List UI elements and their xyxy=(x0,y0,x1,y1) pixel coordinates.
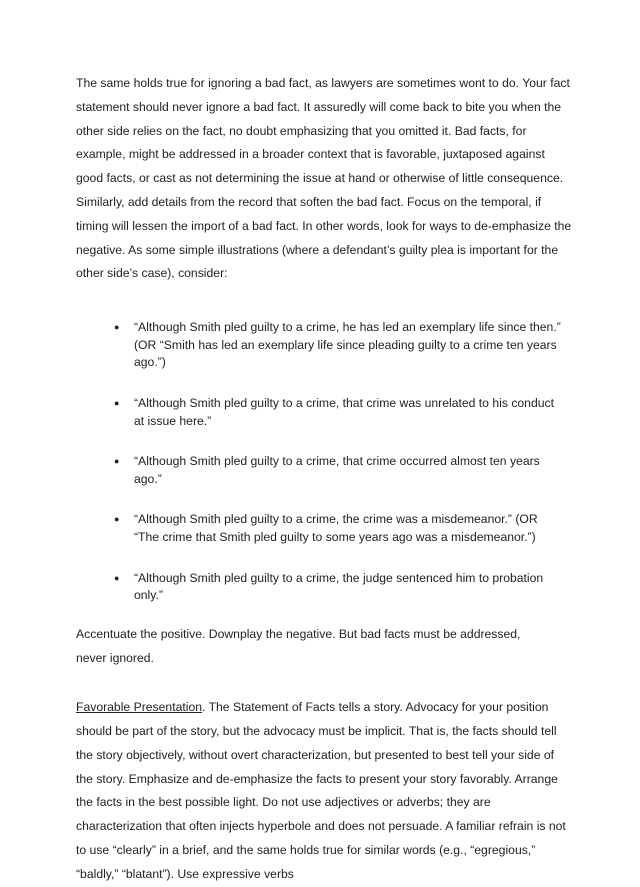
list-item-text: “Although Smith pled guilty to a crime, the crime was a misdemeanor.” (OR “The crime that Smith pled guilty to some years ago was a misdemeanor.”) xyxy=(134,512,538,544)
list-item-text: “Although Smith pled guilty to a crime, that crime was unrelated to his conduct at issue here.” xyxy=(134,395,554,428)
list-item-text: “Although Smith pled guilty to a crime, the judge sentenced him to probation only.” xyxy=(134,570,544,603)
list-item xyxy=(114,453,566,488)
section-heading: Favorable Presentation xyxy=(76,700,203,715)
section-body: . The Statement of Facts tells a story. Advocacy for your position should be part of the story, but the advocacy must be implicit. That is, the facts should tell the story objectively, without overt characterization, but presented to best tell your side of the story. Emphasize and de-emphasize the facts to present your story favorably. Arrange the facts in the best possible light. Do not use adjectives or adverbs; they are characterization that often injects hyperbole and does not persuade. A familiar refrain is not to use “clearly” in a brief, and the same holds true for similar words (e.g., “egregious,” “baldly,” “blatant”). Use expressive verbs xyxy=(76,700,566,881)
bullet-icon: ● xyxy=(114,456,120,467)
list-item xyxy=(114,570,566,605)
list-item-text: “Although Smith pled guilty to a crime, he has led an exemplary life since then.” (OR “Smith has led an exemplary life since pleading guilty to a crime ten years ago.”) xyxy=(134,320,561,370)
document-page xyxy=(76,72,572,887)
example-list xyxy=(114,319,566,605)
bullet-icon: ● xyxy=(114,322,120,333)
accentuate-paragraph: Accentuate the positive. Downplay the negative. But bad facts must be addressed, never ignored. xyxy=(76,626,521,665)
bullet-icon: ● xyxy=(114,572,120,583)
intro-paragraph: The same holds true for ignoring a bad fact, as lawyers are sometimes wont to do. Your fact statement should never ignore a bad fact. It assuredly will come back to bite you when the other side relies on the fact, no doubt emphasizing that you omitted it. Bad facts, for example, might be addressed in a broader context that is favorable, juxtaposed against good facts, or cast as not determining the issue at hand or otherwise of little consequence. Similarly, add details from the record that soften the bad fact. Focus on the temporal, if timing will lessen the import of a bad fact. In other words, look for ways to de-emphasize the negative. As some simple illustrations (where a defendant’s guilty plea is important for the other side’s case), consider: xyxy=(76,76,572,281)
bullet-icon: ● xyxy=(114,397,120,408)
favorable-presentation-paragraph xyxy=(76,696,572,886)
list-item xyxy=(114,395,566,430)
list-item xyxy=(114,319,566,372)
bullet-icon: ● xyxy=(114,514,120,525)
list-item-text: “Although Smith pled guilty to a crime, that crime occurred almost ten years ago.” xyxy=(134,454,540,486)
list-item xyxy=(114,511,566,546)
